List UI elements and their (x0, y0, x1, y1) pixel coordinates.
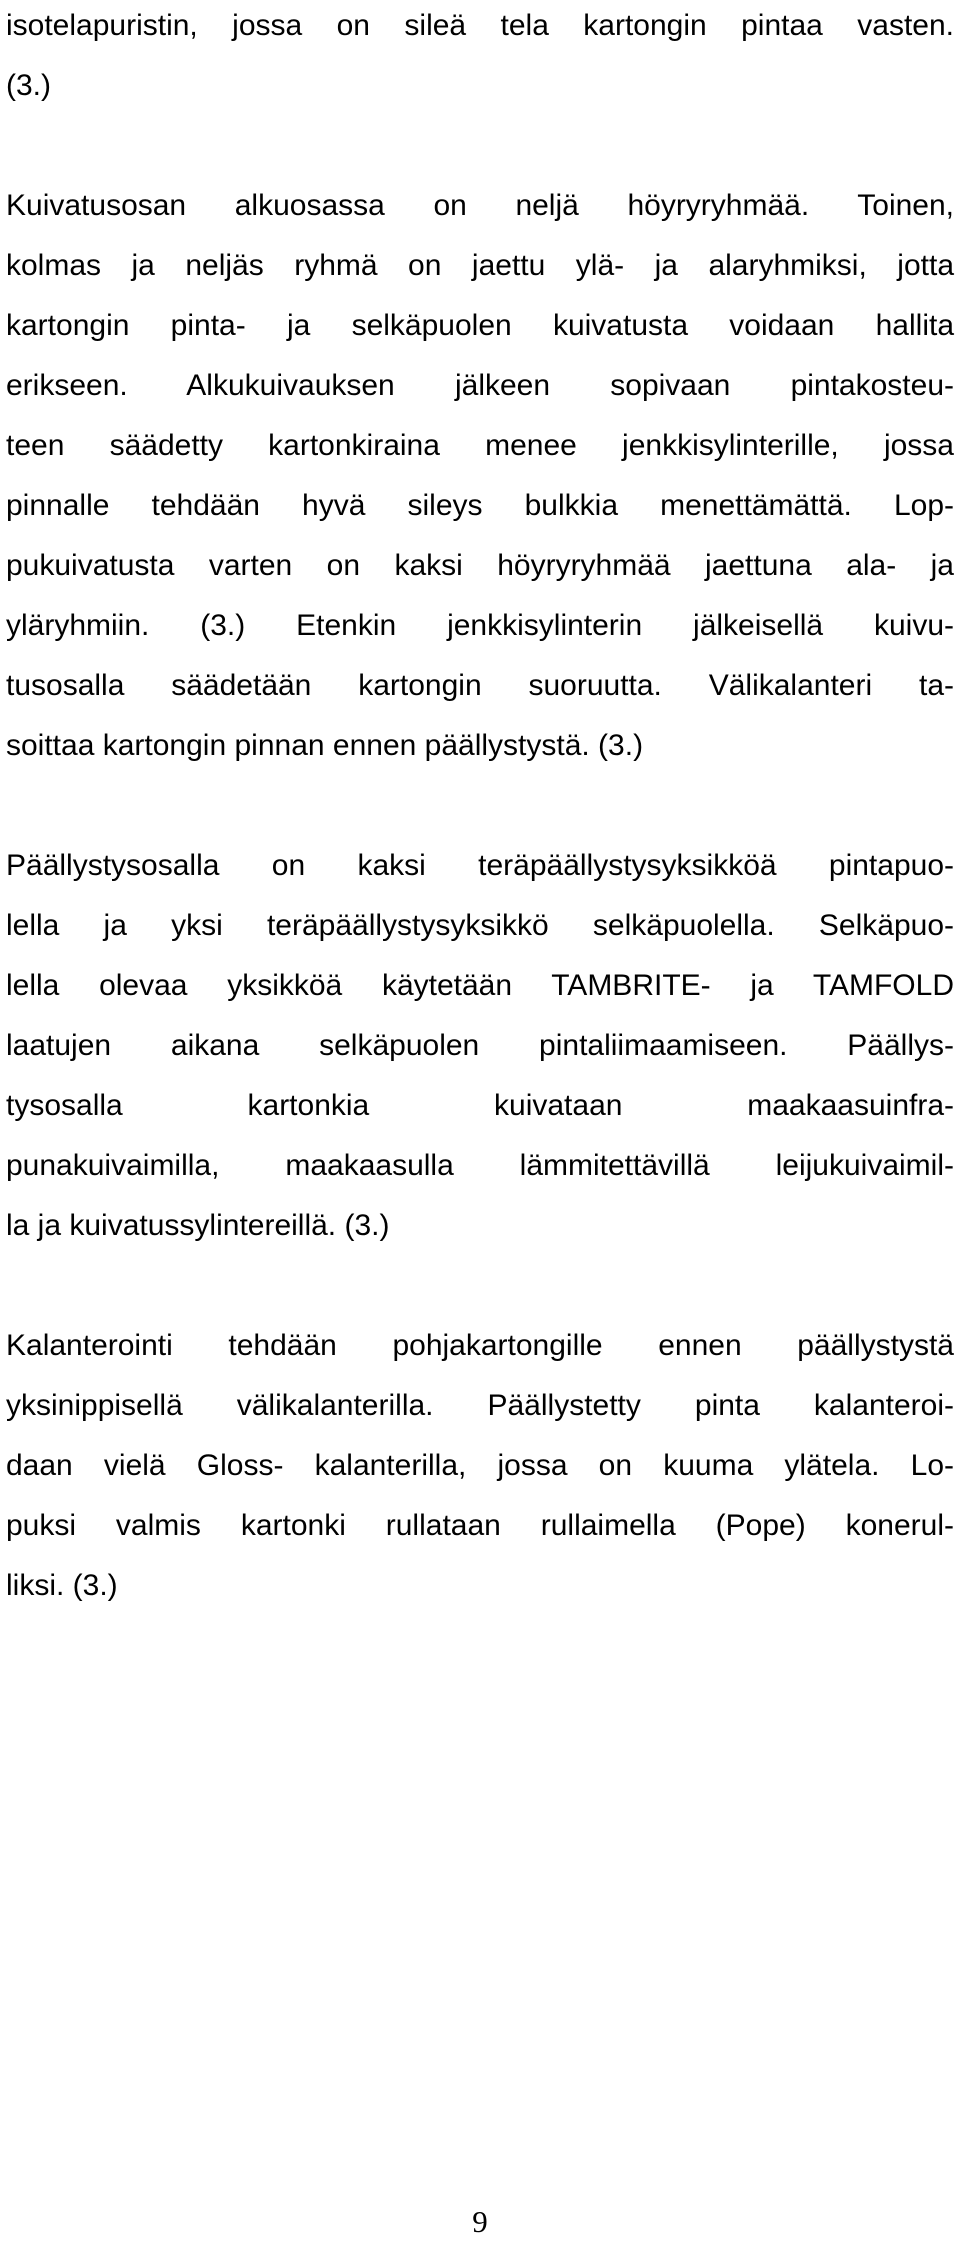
paragraph-3-line-6: punakuivaimilla, maakaasulla lämmitettävillä leijukuivaimil- (6, 1149, 954, 1182)
paragraph-4-line-1: Kalanterointi tehdään pohjakartongille ennen päällystystä (6, 1329, 954, 1362)
paragraph-4-line-5: liksi. (3.) (6, 1569, 118, 1602)
paragraph-1-line-2: (3.) (6, 69, 51, 102)
paragraph-2-line-4: erikseen. Alkukuivauksen jälkeen sopivaan pintakosteu- (6, 369, 954, 402)
paragraph-3-line-2: lella ja yksi teräpäällystysyksikkö selkäpuolella. Selkäpuo- (6, 909, 954, 942)
page-number: 9 (472, 2204, 488, 2239)
paragraph-2-line-2: kolmas ja neljäs ryhmä on jaettu ylä- ja alaryhmiksi, jotta (6, 249, 954, 282)
paragraph-4-line-2: yksinippisellä välikalanterilla. Päällystetty pinta kalanteroi- (6, 1389, 954, 1422)
paragraph-4-line-3: daan vielä Gloss- kalanterilla, jossa on kuuma ylätela. Lo- (6, 1449, 954, 1482)
paragraph-2-line-9: tusosalla säädetään kartongin suoruutta. Välikalanteri ta- (6, 669, 954, 702)
paragraph-3-line-7: la ja kuivatussylintereillä. (3.) (6, 1209, 390, 1242)
paragraph-2-line-3: kartongin pinta- ja selkäpuolen kuivatusta voidaan hallita (6, 309, 954, 342)
paragraph-2-line-8: yläryhmiin. (3.) Etenkin jenkkisylinterin jälkeisellä kuivu- (6, 609, 954, 642)
paragraph-3-line-1: Päällystysosalla on kaksi teräpäällystysyksikköä pintapuo- (6, 849, 954, 882)
paragraph-2-line-6: pinnalle tehdään hyvä sileys bulkkia menettämättä. Lop- (6, 489, 954, 522)
paragraph-4-line-4: puksi valmis kartonki rullataan rullaimella (Pope) konerul- (6, 1509, 954, 1542)
paragraph-3-line-4: laatujen aikana selkäpuolen pintaliimaamiseen. Päällys- (6, 1029, 954, 1062)
paragraph-2-line-10: soittaa kartongin pinnan ennen päällystystä. (3.) (6, 729, 644, 762)
paragraph-3-line-3: lella olevaa yksikköä käytetään TAMBRITE- ja TAMFOLD (6, 969, 954, 1002)
paragraph-3-line-5: tysosalla kartonkia kuivataan maakaasuinfra- (6, 1089, 954, 1122)
paragraph-1-line-1: isotelapuristin, jossa on sileä tela kartongin pintaa vasten. (6, 9, 954, 42)
paragraph-2-line-1: Kuivatusosan alkuosassa on neljä höyryryhmää. Toinen, (6, 189, 954, 222)
paragraph-2-line-5: teen säädetty kartonkiraina menee jenkkisylinterille, jossa (6, 429, 954, 462)
paragraph-2-line-7: pukuivatusta varten on kaksi höyryryhmää jaettuna ala- ja (6, 549, 954, 582)
